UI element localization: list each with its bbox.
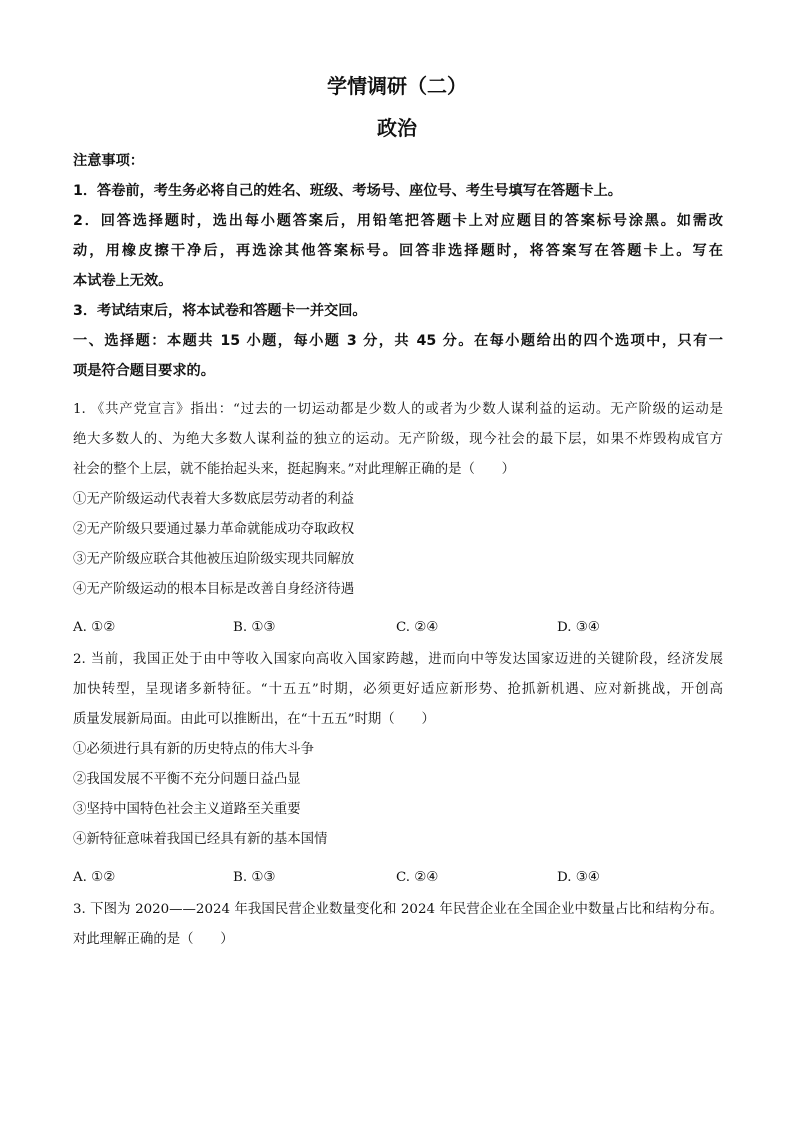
question-1-option-c: C. ②④ (396, 620, 439, 635)
question-2-option-d: D. ③④ (557, 870, 600, 885)
subject-title: 政治 (377, 116, 417, 140)
question-1-options (73, 613, 723, 643)
notice-item-2-line-1: 2．回答选择题时，选出每小题答案后，用铅笔把答题卡上对应题目的答案标号涂黑。如需改 (73, 213, 723, 229)
question-1-statement-2: ②无产阶级只要通过暴力革命就能成功夺取政权 (73, 522, 355, 537)
question-1-statement-1: ①无产阶级运动代表着大多数底层劳动者的利益 (73, 492, 355, 507)
question-2-statement-1: ①必须进行具有新的历史特点的伟大斗争 (73, 742, 315, 757)
question-1-statement-4: ④无产阶级运动的根本目标是改善自身经济待遇 (73, 582, 355, 597)
question-2-statement-4: ④新特征意味着我国已经具有新的基本国情 (73, 832, 328, 847)
notice-item-3: 3．考试结束后，将本试卷和答题卡一并交回。 (73, 303, 367, 319)
question-3 (73, 895, 723, 955)
question-1-statement-3: ③无产阶级应联合其他被压迫阶级实现共同解放 (73, 552, 355, 567)
question-2-statement-3: ③坚持中国特色社会主义道路至关重要 (73, 802, 301, 817)
notice-item-1: 1．答卷前，考生务必将自己的姓名、班级、考场号、座位号、考生号填写在答题卡上。 (73, 183, 622, 199)
notice-heading: 注意事项： (73, 153, 144, 169)
question-2 (73, 645, 723, 855)
section-heading-line-1: 一、选择题：本题共 15 小题，每小题 3 分，共 45 分。在每小题给出的四个选项中，只有一 (73, 333, 723, 349)
question-2-option-c: C. ②④ (396, 870, 439, 885)
question-1-stem-line-1: 1. 《共产党宣言》指出：“过去的一切运动都是少数人的或者为少数人谋利益的运动。无产阶级的运动是 (73, 402, 723, 417)
exam-title: 学情调研（二） (327, 74, 467, 98)
question-3-stem-line-2: 对此理解正确的是（ ） (73, 932, 234, 947)
question-2-stem-line-3: 质量发展新局面。由此可以推断出，在“十五五”时期（ ） (73, 712, 435, 727)
notice-block (73, 146, 723, 386)
question-1-stem-line-2: 绝大多数人的、为绝大多数人谋利益的独立的运动。无产阶级，现今社会的最下层，如果不炸毁构成官方 (73, 432, 723, 447)
question-1-option-b: B. ①③ (233, 620, 276, 635)
question-2-option-a: A. ①② (73, 870, 116, 885)
question-3-stem-line-1: 3. 下图为 2020——2024 年我国民营企业数量变化和 2024 年民营企业在全国企业中数量占比和结构分布。 (73, 902, 723, 917)
question-1-option-a: A. ①② (73, 620, 116, 635)
notice-item-2-line-2: 动，用橡皮擦干净后，再选涂其他答案标号。回答非选择题时，将答案写在答题卡上。写在 (73, 243, 723, 259)
question-2-options (73, 863, 723, 893)
section-heading-line-2: 项是符合题目要求的。 (73, 363, 215, 379)
notice-item-2-line-3: 本试卷上无效。 (73, 273, 173, 289)
question-2-stem-line-2: 加快转型，呈现诸多新特征。“十五五”时期，必须更好适应新形势、抢抓新机遇、应对新挑战，开创高 (73, 682, 723, 697)
question-1-option-d: D. ③④ (557, 620, 600, 635)
question-1 (73, 395, 723, 605)
question-2-statement-2: ②我国发展不平衡不充分问题日益凸显 (73, 772, 301, 787)
question-2-option-b: B. ①③ (233, 870, 276, 885)
question-2-stem-line-1: 2. 当前，我国正处于由中等收入国家向高收入国家跨越，进而向中等发达国家迈进的关键阶段，经济发展 (73, 652, 723, 667)
question-1-stem-line-3: 社会的整个上层，就不能抬起头来，挺起胸来。”对此理解正确的是（ ） (73, 462, 516, 477)
